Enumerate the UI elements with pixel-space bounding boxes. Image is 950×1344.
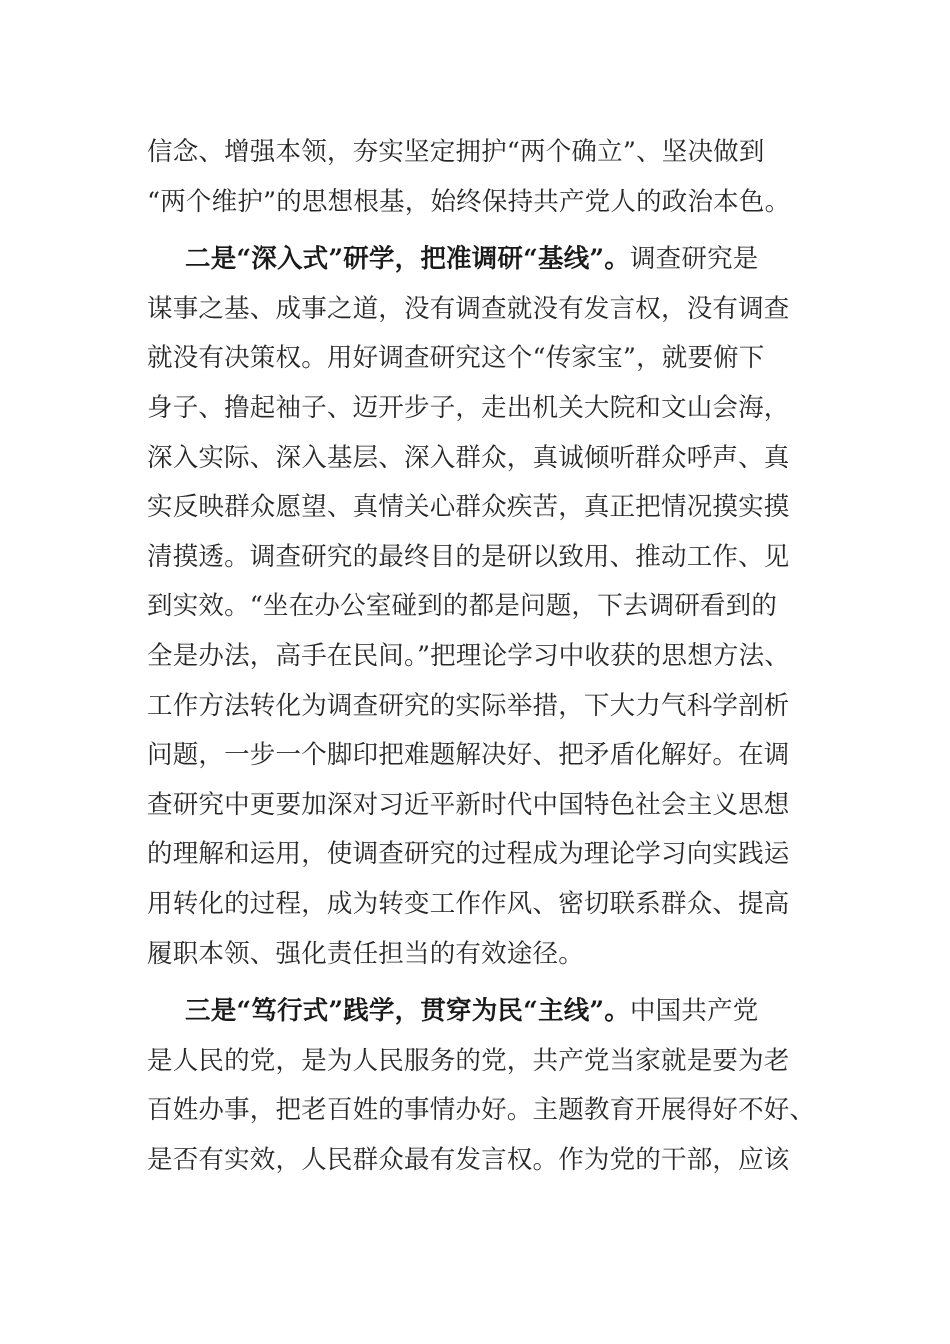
text-line: 的理解和运用，使调查研究的过程成为理论学习向实践运: [147, 839, 790, 870]
paragraph-3-heading: 三是“笃行式”践学，贯穿为民“主线”。: [185, 996, 630, 1027]
paragraph-1: [147, 128, 807, 227]
text-line: 实反映群众愿望、真情关心群众疾苦，真正把情况摸实摸: [147, 492, 790, 523]
text-line: 到实效。“坐在办公室碰到的都是问题，下去调研看到的: [147, 591, 778, 622]
text-line: “两个维护”的思想根基，始终保持共产党人的政治本色。: [147, 186, 791, 217]
text-line: 谋事之基、成事之道，没有调查就没有发言权，没有调查: [147, 293, 790, 324]
text-line: 百姓办事，把老百姓的事情办好。主题教育开展得好不好、: [147, 1095, 816, 1126]
text-line: 用转化的过程，成为转变工作作风、密切联系群众、提高: [147, 888, 790, 919]
text-line: 履职本领、强化责任担当的有效途径。: [147, 938, 584, 969]
text-line: 全是办法，高手在民间。”把理论学习中收获的思想方法、: [147, 640, 790, 671]
paragraph-3: [147, 987, 816, 1185]
text-line: 就没有决策权。用好调查研究这个“传家宝”，就要俯下: [147, 343, 765, 374]
text-line: 深入实际、深入基层、深入群众，真诚倾听群众呼声、真: [147, 442, 790, 473]
paragraph-2-heading: 二是“深入式”研学，把准调研“基线”。: [185, 244, 630, 275]
text-line: 身子、撸起袖子、迈开步子，走出机关大院和文山会海，: [147, 392, 790, 423]
document-page: [147, 128, 816, 1185]
text-line: 是人民的党，是为人民服务的党，共产党当家就是要为老: [147, 1045, 790, 1076]
paragraph-3-first-line-rest: 中国共产党: [629, 996, 759, 1027]
paragraph-2-first-line-rest: 调查研究是: [629, 244, 759, 275]
text-line: 信念、增强本领，夯实坚定拥护“两个确立”、坚决做到: [147, 137, 765, 167]
text-line: 查研究中更要加深对习近平新时代中国特色社会主义思想: [147, 789, 790, 820]
paragraph-2: [147, 235, 807, 979]
text-line: 清摸透。调查研究的最终目的是研以致用、推动工作、见: [147, 541, 790, 572]
text-line: 问题，一步一个脚印把难题解决好、把矛盾化解好。在调: [147, 740, 790, 771]
text-line: 是否有实效，人民群众最有发言权。作为党的干部，应该: [147, 1144, 790, 1175]
paragraph-3-first-line: [147, 987, 807, 1037]
paragraph-2-first-line: [147, 235, 807, 285]
text-line: 工作方法转化为调查研究的实际举措，下大力气科学剖析: [147, 690, 790, 721]
